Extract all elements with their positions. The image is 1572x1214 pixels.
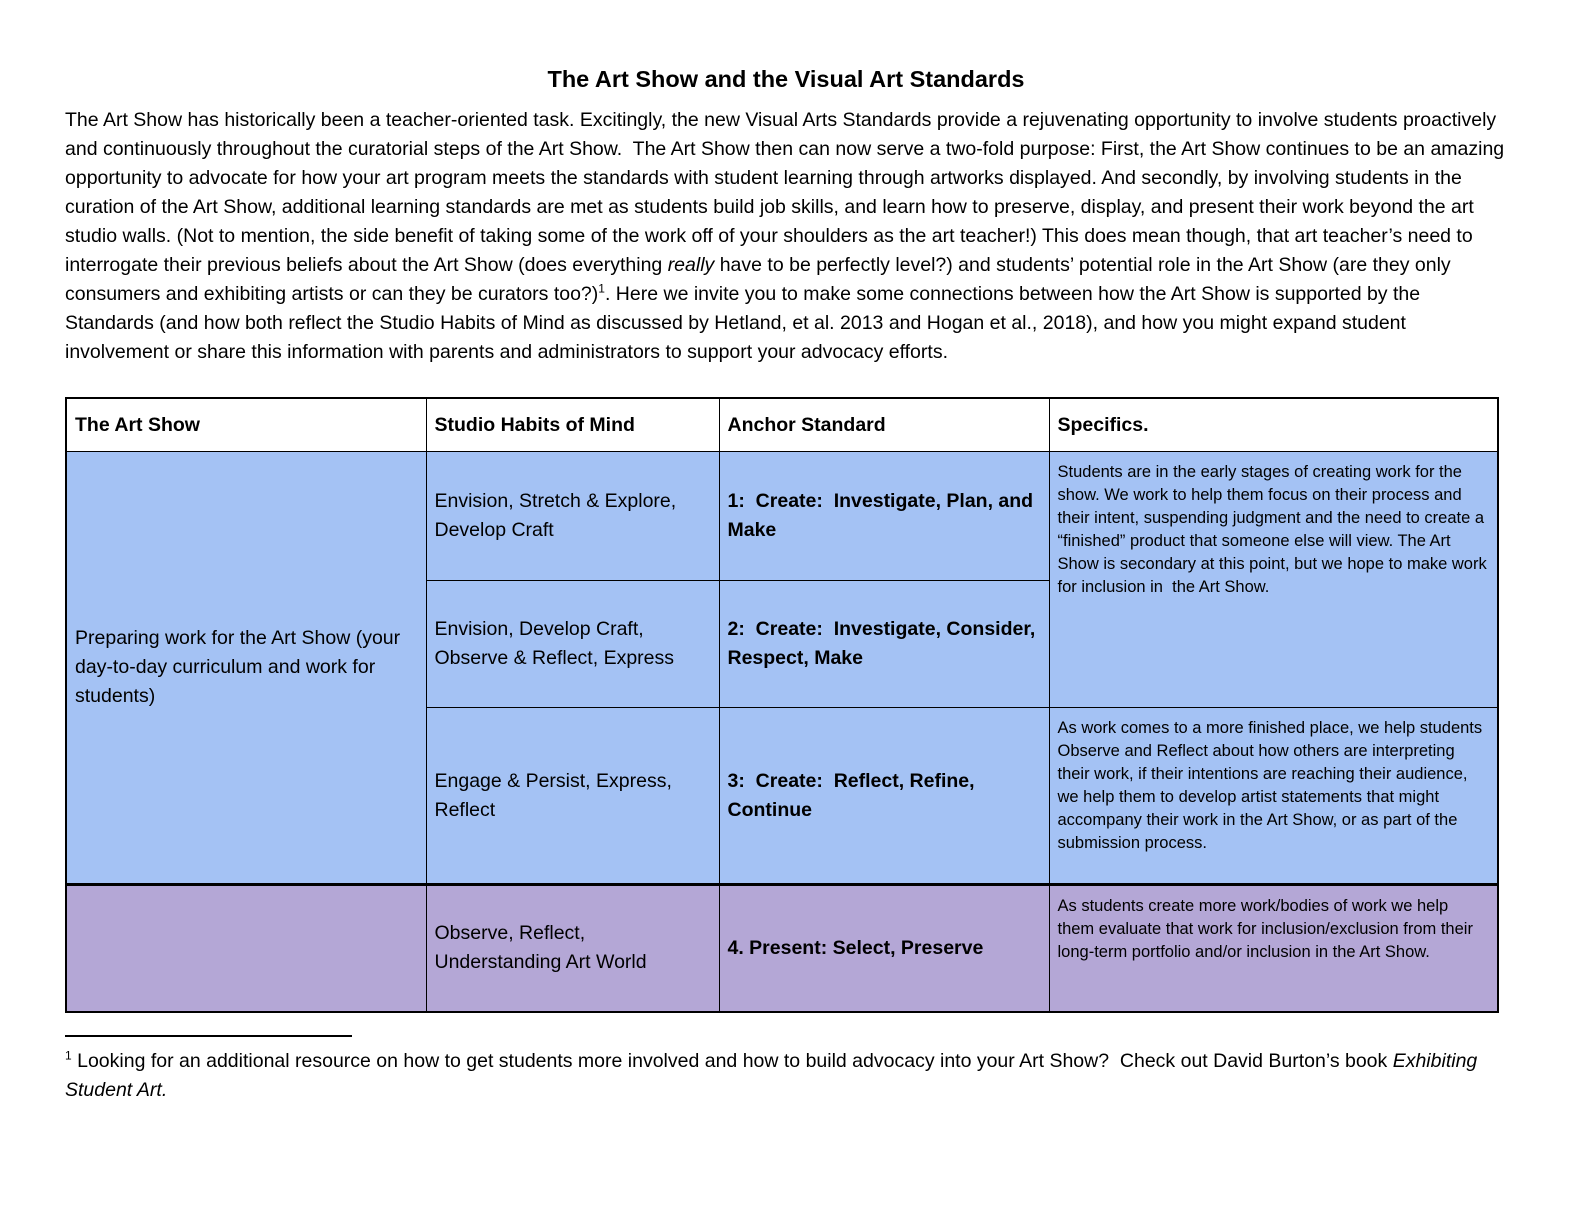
column-header-art-show: The Art Show bbox=[66, 398, 426, 452]
footnote-separator-line bbox=[65, 1035, 352, 1037]
table-row-1 bbox=[66, 452, 1498, 581]
cell-preparing-work: Preparing work for the Art Show (your day-to-day curriculum and work for students) bbox=[66, 452, 426, 885]
footnote-reference-marker: 1 bbox=[598, 281, 605, 296]
intro-text-part2: have to be perfectly level?) and students’ potential role in the Art Show (are they only consumers and exhibiting artists or can they be curators too?) bbox=[65, 254, 1457, 305]
cell-specifics-row4: As students create more work/bodies of work we help them evaluate that work for inclusion/exclusion from their long-term portfolio and/or inclusion in the Art Show. bbox=[1049, 885, 1498, 1012]
cell-anchor-row2: 2: Create: Investigate, Consider, Respect, Make bbox=[719, 581, 1049, 708]
cell-anchor-row4: 4. Present: Select, Preserve bbox=[719, 885, 1049, 1012]
standards-table bbox=[65, 397, 1499, 1013]
column-header-specifics: Specifics. bbox=[1049, 398, 1498, 452]
table-header-row bbox=[66, 398, 1498, 452]
cell-habits-row2: Envision, Develop Craft, Observe & Reflect, Express bbox=[426, 581, 719, 708]
intro-text-part3: . Here we invite you to make some connections between how the Art Show is supported by the Standards (and how both reflect the Studio Habits of Mind as discussed by Hetland, et al. 2013 and Hogan et al., 2018), and how you might expand student involvement or share this information with parents and administrators to support your advocacy efforts. bbox=[65, 283, 1426, 363]
intro-italic-really: really bbox=[667, 254, 715, 276]
cell-anchor-row3: 3: Create: Reflect, Refine, Continue bbox=[719, 708, 1049, 885]
intro-text-part1: The Art Show has historically been a teacher-oriented task. Excitingly, the new Visual Arts Standards provide a rejuvenating opportunity to involve students proactively and continuously throughout the curatorial steps of the Art Show. The Art Show then can now serve a two-fold purpose: First, the Art Show continues to be an amazing opportunity to advocate for how your art program meets the standards with student learning through artworks displayed. And secondly, by involving students in the curation of the Art Show, additional learning standards are met as students build job skills, and learn how to preserve, display, and present their work beyond the art studio walls. (Not to mention, the side benefit of taking some of the work off of your shoulders as the art teacher!) This does mean though, that art teacher’s need to interrogate their previous beliefs about the Art Show (does everything bbox=[65, 109, 1510, 276]
column-header-studio-habits: Studio Habits of Mind bbox=[426, 398, 719, 452]
cell-habits-row1: Envision, Stretch & Explore, Develop Craft bbox=[426, 452, 719, 581]
column-header-anchor-standard: Anchor Standard bbox=[719, 398, 1049, 452]
table-row-4 bbox=[66, 885, 1498, 1012]
footnote-book-title: Exhibiting Student Art. bbox=[65, 1049, 1483, 1101]
cell-habits-row4: Observe, Reflect, Understanding Art World bbox=[426, 885, 719, 1012]
footnote bbox=[65, 1047, 1507, 1105]
cell-anchor-row1: 1: Create: Investigate, Plan, and Make bbox=[719, 452, 1049, 581]
intro-paragraph bbox=[65, 106, 1510, 367]
page-title: The Art Show and the Visual Art Standards bbox=[547, 66, 1025, 92]
cell-specifics-rows1-2: Students are in the early stages of creating work for the show. We work to help them focus on their process and their intent, suspending judgment and the need to create a “finished” product that someone else will view. The Art Show is secondary at this point, but we hope to make work for inclusion in the Art Show. bbox=[1049, 452, 1498, 708]
footnote-number: 1 bbox=[65, 1048, 72, 1062]
cell-specifics-row3: As work comes to a more finished place, we help students Observe and Reflect about how others are interpreting their work, if their intentions are reaching their audience, we help them to develop artist statements that might accompany their work in the Art Show, or as part of the submission process. bbox=[1049, 708, 1498, 885]
footnote-text: Looking for an additional resource on how to get students more involved and how to build advocacy into your Art Show? Check out David Burton’s book bbox=[71, 1049, 1393, 1072]
cell-habits-row3: Engage & Persist, Express, Reflect bbox=[426, 708, 719, 885]
cell-empty-purple bbox=[66, 885, 426, 1012]
